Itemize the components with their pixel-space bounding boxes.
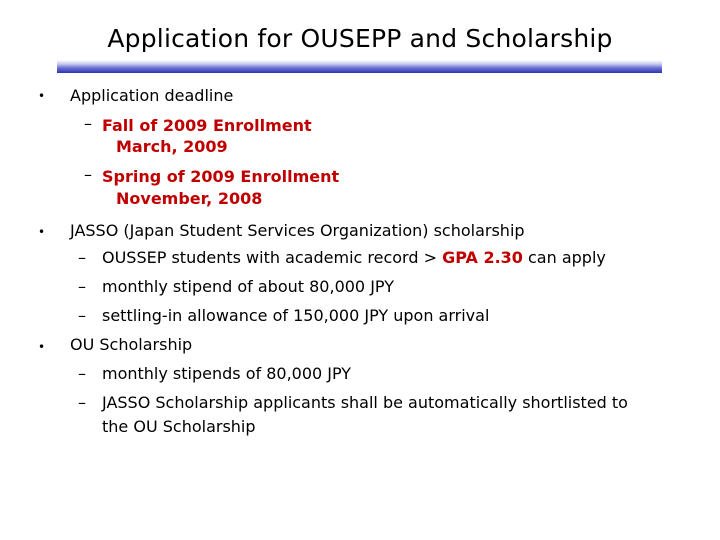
- list-item-continuation: the OU Scholarship: [102, 417, 256, 436]
- deadline-label: Fall of 2009 Enrollment: [102, 116, 312, 135]
- dash-icon: –: [78, 393, 86, 412]
- section-heading: Application deadline: [70, 86, 234, 105]
- section-heading: OU Scholarship: [70, 335, 193, 354]
- bullet-icon: •: [38, 89, 46, 103]
- deadline-date: November, 2008: [116, 189, 263, 208]
- list-item-text: can apply: [522, 248, 606, 267]
- list-item: JASSO Scholarship applicants shall be automatically shortlisted to: [102, 393, 628, 412]
- list-item: monthly stipend of about 80,000 JPY: [102, 277, 394, 296]
- list-item-text: OUSSEP students with academic record >: [102, 248, 443, 267]
- dash-icon: –: [78, 248, 86, 267]
- dash-icon: –: [78, 277, 86, 296]
- dash-icon: –: [84, 114, 92, 133]
- slide-title: Application for OUSEPP and Scholarship: [107, 24, 613, 53]
- gpa-highlight: GPA 2.30: [442, 248, 523, 267]
- dash-icon: –: [78, 364, 86, 383]
- list-item: settling-in allowance of 150,000 JPY upon arrival: [102, 306, 490, 325]
- bullet-icon: •: [38, 225, 46, 239]
- dash-icon: –: [84, 165, 92, 184]
- section-heading: JASSO (Japan Student Services Organization) scholarship: [70, 221, 525, 240]
- bullet-icon: •: [38, 340, 46, 354]
- list-item: monthly stipends of 80,000 JPY: [102, 364, 352, 383]
- title-underline-bar: [57, 60, 662, 73]
- list-item: [102, 247, 606, 269]
- dash-icon: –: [78, 306, 86, 325]
- deadline-label: Spring of 2009 Enrollment: [102, 167, 340, 186]
- deadline-date: March, 2009: [116, 137, 228, 156]
